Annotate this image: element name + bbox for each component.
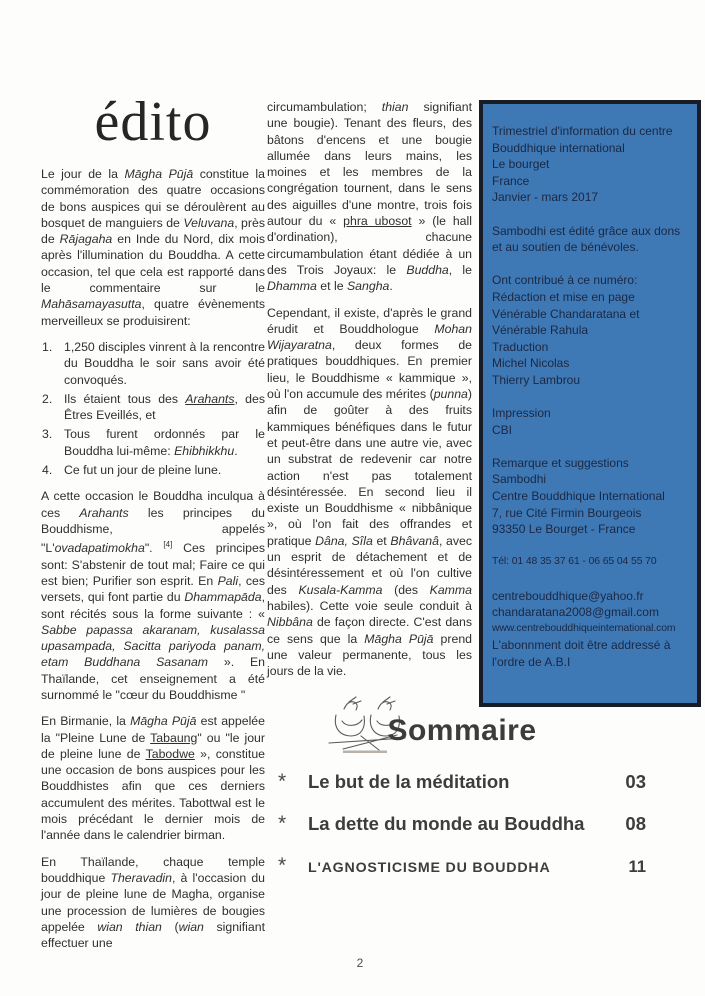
sommaire-item-label: Le but de la méditation	[308, 771, 510, 792]
info-box-line: Sambodhi est édité grâce aux dons et au soutien de bénévoles.	[492, 223, 681, 255]
list-item-text: Ce fut un jour de pleine lune.	[64, 463, 222, 478]
article-column	[267, 99, 472, 755]
list-item-text: Tous furent ordonnés par le Bouddha lui-même: Ehibhikkhu.	[64, 427, 265, 458]
sommaire	[278, 714, 646, 896]
info-box-line: 7, rue Cité Firmin Bourgeois	[492, 505, 642, 520]
list-number: 4.	[42, 463, 53, 478]
sommaire-item-page: 03	[625, 771, 646, 792]
sommaire-item-page: 11	[628, 858, 646, 876]
edito-column	[41, 91, 266, 961]
sommaire-item-page: 08	[625, 813, 646, 834]
info-box-line: France	[492, 173, 530, 188]
page-number: 2	[356, 956, 364, 970]
sommaire-item	[278, 812, 646, 836]
list-item-text: 1,250 disciples vinrent à la rencontre du Bouddha le soir sans avoir été convoqués.	[64, 339, 265, 387]
edito-list-item	[41, 391, 265, 424]
info-box-line: L'abonnment doit être addressé à l'ordre de A.B.I	[492, 638, 671, 669]
info-box-line: Impression	[492, 406, 551, 421]
info-box-line: CBI	[492, 422, 513, 437]
article-paragraph-1: circumambulation; thian signifiant une bougie). Tenant des fleurs, des bâtons d'encens et une bougie allumée dans leurs mains, les moines et les membres de la congrégation tournent, dans le sens des aiguilles d'une montre, trois fois autour du « phra ubosot » (le hall d'ordination), chacune circumambulation étant dédiée à un des Trois Joyaux: le Buddha, le Dhamma et le Sangha.	[267, 100, 473, 294]
info-box-line: Le bourget	[492, 157, 550, 172]
info-box-line: Remarque et suggestions	[492, 455, 629, 470]
info-box-line	[492, 256, 690, 273]
info-box-line	[492, 389, 690, 406]
edito-list-item	[41, 426, 265, 459]
edito-paragraph-3: En Birmanie, la Māgha Pūjā est appelée la "Pleine Lune de Tabaung" ou "le jour de pleine lune de Tabodwe », constitue une occasion de bons auspices pour les Bouddhistes afin que ces derniers accumulent des mérites. Tabottwal est le mois précédant le dernier mois de l'année dans le calendrier birman.	[41, 714, 265, 843]
info-box-line: 93350 Le Bourget - France	[492, 522, 636, 537]
edito-list	[41, 339, 265, 478]
info-box-line: www.centrebouddhiqueinternational.com	[492, 622, 676, 634]
info-box-line: Centre Bouddhique International	[492, 489, 665, 504]
sommaire-item-label: La dette du monde au Bouddha	[308, 813, 585, 834]
asterisk-icon: *	[278, 770, 287, 793]
list-number: 1.	[42, 339, 53, 354]
info-box-line: Michel Nicolas	[492, 356, 570, 371]
asterisk-icon: *	[278, 812, 287, 835]
list-item-text: Ils étaient tous des Arahants, des Êtres Eveillés, et	[64, 391, 265, 423]
list-number: 3.	[42, 427, 53, 442]
edito-paragraph-1: Le jour de la Māgha Pūjā constitue la commémoration des quatre occasions de bons auspices qui se déroulèrent au bosquet de manguiers de Veluvana, près de Rājagaha en Inde du Nord, dix mois après l'illumination du Bouddha. A cette occasion, tel que cela est rapporté dans le commentaire sur le Mahāsamayasutta, quatre évènements merveilleux se produisirent:	[41, 167, 265, 328]
info-box-line	[492, 206, 690, 223]
info-box-line: Tél: 01 48 35 37 61 - 06 65 04 55 70	[492, 556, 657, 568]
sommaire-item-label: L'AGNOSTICISME DU BOUDDHA	[308, 860, 551, 876]
edito-paragraph-4: En Thaïlande, chaque temple bouddhique Theravadin, à l'occasion du jour de pleine lune de Magha, organise une procession de lumières de bougies appelée wian thian (wian signifiant effectuer une	[41, 854, 266, 951]
edito-title: édito	[94, 91, 212, 153]
info-box-line	[492, 571, 690, 588]
edito-paragraph-2: A cette occasion le Bouddha inculqua à ces Arahants les principes du Bouddhisme, appelés "L'ovadapatimokha". [4] Ces principes sont: S'abstenir de tout mal; Faire ce qui est bien; Purifier son esprit. En Pali, ces versets, qui font partie du Dhammapāda, sont récités sous la forme suivante : « Sabbe papassa akaranam, kusalassa upasampada, Sacitta pariyoda panam, etam Buddhana Sasanam ». En Thaïlande, cet enseignement a été surnommé le "cœur du Bouddhisme "	[41, 489, 266, 702]
info-box-line: Traduction	[492, 339, 549, 354]
info-box-line: Thierry Lambrou	[492, 372, 581, 387]
info-box-line: Sambodhi	[492, 472, 547, 487]
sommaire-item	[278, 854, 646, 878]
info-box	[479, 100, 701, 707]
sommaire-item	[278, 770, 646, 794]
info-box-line: Janvier - mars 2017	[492, 190, 599, 205]
info-box-line: Ont contribué à ce numéro:	[492, 273, 638, 288]
info-box-line	[492, 538, 690, 555]
info-box-line	[492, 438, 690, 455]
edito-list-item	[41, 339, 265, 388]
info-box-line: chandaratana2008@gmail.com	[492, 605, 659, 620]
sommaire-title: Sommaire	[387, 714, 537, 747]
info-box-line: Trimestriel d'information du centre Bouddhique international	[492, 124, 673, 155]
article-paragraph-2: Cependant, il existe, d'après le grand érudit et Bouddhologue Mohan Wijayaratna, deux formes de pratiques bouddhiques. En premier lieu, le Bouddhisme « kammique », où l'on accumule des mérites (punna) afin de goûter à des fruits kammiques bénéfiques dans le futur et peut-être dans une autre vie, avec un substrat de redevenir car notre action n'est pas totalement désintéressée. En second lieu il existe un Bouddhisme « nibbânique », où l'on fait des offrandes et pratique Dâna, Sîla et Bhâvanâ, avec un esprit de détachement et de désintéressement et où l'on cultive des Kusala-Kamma (des Kamma habiles). Cette voie seule conduit à Nibbâna de façon directe. C'est dans ce sens que la Māgha Pūjā prend une valeur permanente, tous les jours de la vie.	[267, 305, 473, 679]
info-box-line: Vénérable Chandaratana et Vénérable Rahula	[492, 306, 640, 338]
info-box-line: Rédaction et mise en page	[492, 289, 635, 304]
info-box-line: centrebouddhique@yahoo.fr	[492, 588, 644, 603]
asterisk-icon: *	[278, 854, 287, 877]
list-number: 2.	[42, 391, 53, 406]
edito-list-item	[41, 462, 265, 478]
